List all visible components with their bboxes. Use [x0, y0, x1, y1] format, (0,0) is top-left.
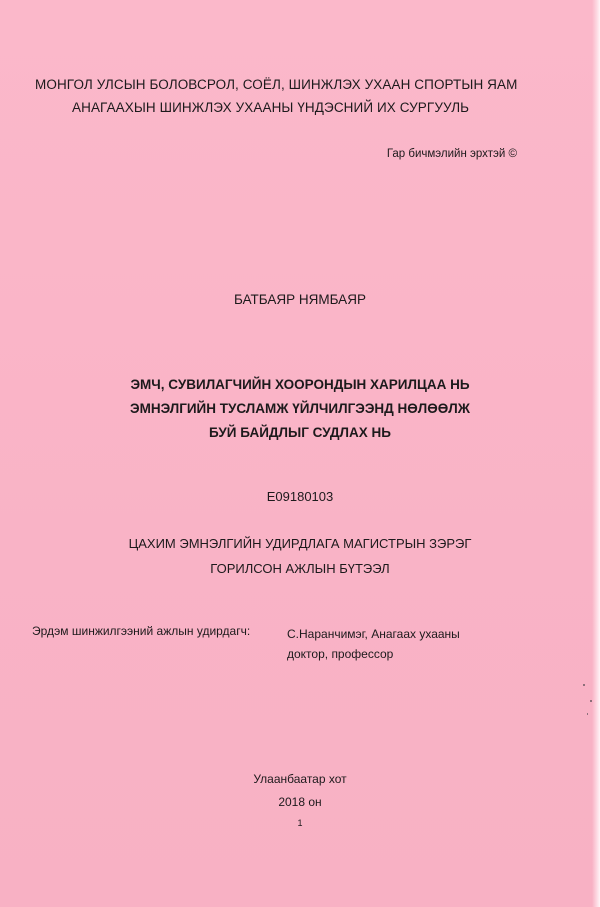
- thesis-title-line-2: ЭМНЭЛГИЙН ТУСЛАМЖ ҮЙЛЧИЛГЭЭНД НӨЛӨӨЛЖ: [130, 401, 470, 416]
- degree-line-2: ГОРИЛСОН АЖЛЫН БҮТЭЭЛ: [210, 561, 390, 576]
- university-name: АНАГААХЫН ШИНЖЛЭХ УХААНЫ ҮНДЭСНИЙ ИХ СУРГУУЛЬ: [72, 100, 470, 115]
- scan-speck: [590, 700, 592, 702]
- degree-statement: [0, 531, 600, 581]
- supervisor-name: [287, 624, 460, 664]
- supervisor-name-line-2: доктор, профессор: [287, 647, 394, 661]
- page-number: 1: [297, 818, 303, 828]
- scan-speck: [587, 713, 588, 715]
- thesis-title: [0, 373, 600, 445]
- supervisor-label: Эрдэм шинжилгээний ажлын удирдагч:: [32, 624, 251, 638]
- ministry-name: МОНГОЛ УЛСЫН БОЛОВСРОЛ, СОЁЛ, ШИНЖЛЭХ УХААН СПОРТЫН ЯАМ: [35, 77, 518, 92]
- thesis-title-line-3: БУЙ БАЙДЛЫГ СУДЛАХ НЬ: [209, 425, 391, 440]
- copyright-note: Гар бичмэлийн эрхтэй ©: [386, 148, 517, 160]
- author-name: БАТБАЯР НЯМБАЯР: [234, 292, 366, 307]
- city: Улаанбаатар хот: [253, 772, 347, 786]
- thesis-title-line-1: ЭМЧ, СУВИЛАГЧИЙН ХООРОНДЫН ХАРИЛЦАА НЬ: [130, 377, 470, 392]
- place-and-year: [0, 768, 600, 814]
- specialty-code: E09180103: [266, 489, 334, 504]
- scan-speck: [583, 684, 585, 686]
- year: 2018 он: [278, 795, 322, 809]
- degree-line-1: ЦАХИМ ЭМНЭЛГИЙН УДИРДЛАГА МАГИСТРЫН ЗЭРЭГ: [128, 536, 472, 551]
- supervisor-name-line-1: С.Наранчимэг, Анагаах ухааны: [287, 627, 460, 641]
